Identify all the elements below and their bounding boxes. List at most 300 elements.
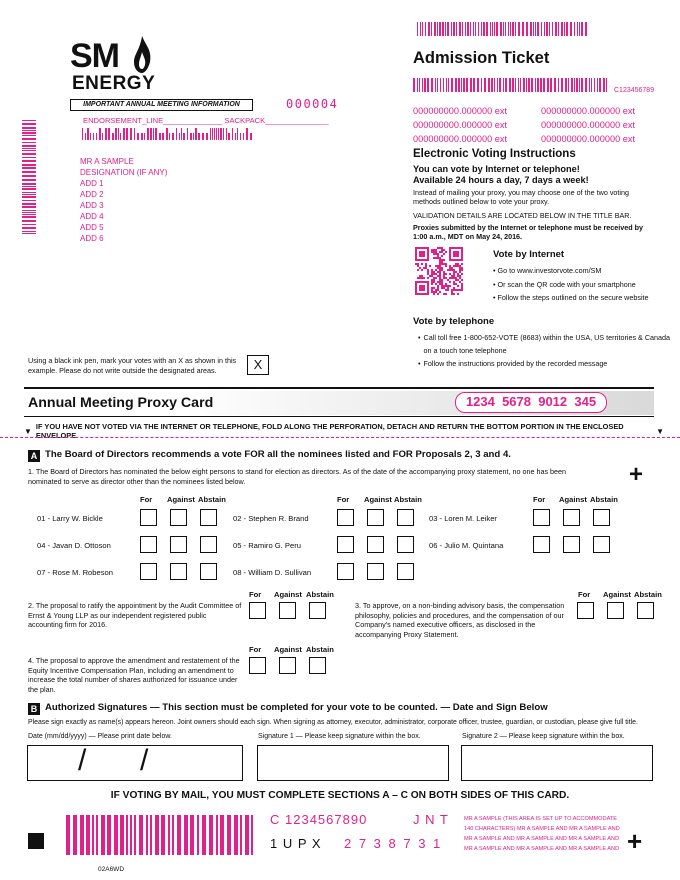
nominee-06-against-checkbox[interactable] (563, 536, 580, 553)
nominee-07-for-checkbox[interactable] (140, 563, 157, 580)
header-for: For (533, 495, 546, 504)
barcode-bar (459, 22, 461, 36)
barcode-bar (537, 22, 539, 36)
bullet-icon: • (493, 266, 496, 275)
barcode-bar (250, 133, 252, 140)
barcode-bar (526, 22, 528, 36)
control-number: 1234 5678 9012 345 (455, 392, 607, 413)
barcode-bar (535, 78, 536, 92)
barcode-bar (155, 128, 157, 140)
header-against: Against (559, 495, 587, 504)
header-against: Against (274, 590, 302, 599)
barcode-bar (497, 78, 498, 92)
barcode-bar (599, 78, 601, 92)
header-against: Against (167, 495, 195, 504)
bullet-icon: • (493, 279, 496, 289)
header-abstain: Abstain (198, 495, 226, 504)
barcode-bar (473, 22, 474, 36)
date-label: Date (mm/dd/yyyy) — Please print date below. (28, 733, 172, 740)
barcode-bar (499, 78, 501, 92)
barcode-bar (530, 22, 532, 36)
barcode-bar (496, 22, 498, 36)
barcode-bar (22, 164, 36, 166)
barcode-bar (428, 22, 430, 36)
header-abstain: Abstain (634, 590, 662, 599)
barcode-bar (112, 133, 114, 140)
barcode-bar (150, 128, 152, 140)
example-text: Using a black ink pen, mark your votes with an X as shown in this example. Please do not write outside the designated areas. (28, 356, 237, 375)
nominee-02-abstain-checkbox[interactable] (397, 509, 414, 526)
ext-line: 000000000.000000 ext (413, 120, 508, 130)
signature-2-box[interactable] (461, 745, 653, 781)
barcode-bar (424, 78, 426, 92)
proposal-4-abstain-checkbox[interactable] (309, 657, 326, 674)
barcode-bar (579, 22, 580, 36)
barcode-bar (197, 815, 199, 855)
barcode-bar (126, 128, 128, 140)
barcode-bar (92, 815, 94, 855)
nominee-05-for-checkbox[interactable] (337, 536, 354, 553)
sample-text-block: MR A SAMPLE (THIS AREA IS SET UP TO ACCOMMODATE 140 CHARACTERS) MR A SAMPLE AND MR A SAMPLE AND MR A SAMPLE AND MR A SAMPLE AND MR A SAMPLE AND MR A SAMPLE AND MR A SAMPLE AND MR A SAMPLE AND (464, 816, 620, 852)
ticket-top-barcode (417, 22, 587, 36)
barcode-bar (96, 815, 98, 855)
barcode-bar (159, 133, 161, 140)
barcode-bar (226, 128, 227, 140)
nominee-07-abstain-checkbox[interactable] (200, 563, 217, 580)
fold-notice-text: IF YOU HAVE NOT VOTED VIA THE INTERNET OR TELEPHONE, FOLD ALONG THE PERFORATION, DETACH AND RETURN THE BOTTOM PORTION IN THE ENCLOSED ENVELOPE. (35, 422, 624, 440)
barcode-bar (446, 78, 447, 92)
bottom-rule (24, 416, 654, 417)
ext-line: 000000000.000000 ext (541, 134, 636, 144)
barcode-bar (22, 167, 36, 169)
barcode-bar (218, 128, 219, 140)
barcode-bar (220, 128, 222, 140)
barcode-bar (522, 22, 524, 36)
section-a-title: The Board of Directors recommends a vote FOR all the nominees listed and FOR Proposals 2, 3 and 4. (45, 449, 511, 460)
barcode-bar (420, 22, 421, 36)
endorsement-line: ENDORSEMENT_LINE______________ SACKPACK_______________ (83, 116, 329, 125)
barcode-bar (462, 22, 463, 36)
sig1-label: Signature 1 — Please keep signature within the box. (258, 733, 421, 740)
barcode-bar (22, 224, 36, 225)
proposal-4-text: 4. The proposal to approve the amendment and restatement of the Equity Incentive Compensation Plan, including an amendment to increase the total number of shares authorized for issuance under the plan. (28, 656, 240, 694)
barcode-bar (181, 128, 182, 140)
barcode-bar (535, 22, 536, 36)
barcode-bar (172, 815, 174, 855)
barcode-bar (466, 78, 468, 92)
barcode-bar (531, 78, 533, 92)
nominee-04-abstain-checkbox[interactable] (200, 536, 217, 553)
sig2-label: Signature 2 — Please keep signature within the box. (462, 733, 625, 740)
nominee-01-abstain-checkbox[interactable] (200, 509, 217, 526)
barcode-bar (22, 220, 36, 222)
barcode-bar (134, 815, 136, 855)
header-abstain: Abstain (306, 590, 334, 599)
header-for: For (140, 495, 153, 504)
barcode-bar (153, 128, 154, 140)
barcode-bar (120, 133, 121, 140)
barcode-bar (108, 128, 110, 140)
header-abstain: Abstain (590, 495, 618, 504)
barcode-bar (66, 815, 70, 855)
barcode-bar (206, 133, 208, 140)
address-line: ADD 5 (80, 223, 104, 232)
date-slash: / (78, 744, 87, 777)
barcode-bar (518, 78, 519, 92)
barcode-bar (512, 78, 514, 92)
nominee-label: 08 - William D. Sullivan (233, 568, 312, 577)
barcode-bar (523, 78, 525, 92)
barcode-bar (223, 128, 224, 140)
barcode-bar (120, 815, 124, 855)
barcode-bar (455, 78, 457, 92)
nominee-label: 01 - Larry W. Bickle (37, 514, 103, 523)
barcode-bar (422, 78, 423, 92)
barcode-bar (486, 22, 488, 36)
barcode-bar (437, 22, 438, 36)
voting-para2: VALIDATION DETAILS ARE LOCATED BELOW IN THE TITLE BAR. (413, 211, 632, 220)
barcode-bar (22, 186, 36, 187)
sequence-number: 000004 (286, 97, 339, 111)
barcode-bar (603, 78, 605, 92)
barcode-bar (227, 815, 231, 855)
nominee-04-against-checkbox[interactable] (170, 536, 187, 553)
barcode-bar (442, 22, 444, 36)
barcode-bar (558, 78, 559, 92)
barcode-bar (172, 133, 174, 140)
barcode-bar (413, 78, 415, 92)
address-line: DESIGNATION (IF ANY) (80, 168, 168, 177)
barcode-bar (478, 22, 479, 36)
barcode-bar (22, 138, 36, 140)
nominee-label: 03 - Loren M. Leiker (429, 514, 497, 523)
nominee-01-for-checkbox[interactable] (140, 509, 157, 526)
barcode-bar (155, 815, 159, 855)
proposal-2-for-checkbox[interactable] (249, 602, 266, 619)
nominee-06-abstain-checkbox[interactable] (593, 536, 610, 553)
barcode-bar (22, 200, 36, 201)
barcode-bar (176, 128, 177, 140)
barcode-bar (22, 120, 36, 121)
barcode-bar (22, 142, 36, 143)
barcode-bar (422, 22, 423, 36)
barcode-bar (22, 210, 36, 211)
barcode-bar (508, 22, 509, 36)
barcode-bar (146, 815, 148, 855)
nominee-03-against-checkbox[interactable] (563, 509, 580, 526)
barcode-bar (440, 78, 441, 92)
barcode-bar (456, 22, 457, 36)
internet-item: Follow the steps outlined on the secure website (497, 293, 649, 302)
nominee-01-against-checkbox[interactable] (170, 509, 187, 526)
address-line: MR A SAMPLE (80, 157, 134, 166)
barcode-bar (240, 133, 241, 140)
barcode-bar (232, 128, 233, 140)
barcode-bar (22, 148, 36, 149)
proposal-2-abstain-checkbox[interactable] (309, 602, 326, 619)
header-against: Against (364, 495, 392, 504)
barcode-bar (597, 78, 598, 92)
nominee-label: 07 - Rose M. Robeson (37, 568, 113, 577)
example-instructions (28, 356, 243, 375)
barcode-bar (500, 22, 502, 36)
barcode-bar (537, 78, 539, 92)
barcode-bar (417, 22, 418, 36)
barcode-bar (93, 133, 94, 140)
section-b-badge: B (28, 703, 40, 715)
barcode-bar (463, 78, 465, 92)
barcode-bar (202, 815, 206, 855)
barcode-bar (187, 128, 188, 140)
barcode-bar (22, 135, 36, 136)
barcode-bar (568, 78, 569, 92)
proposal-2-text: 2. The proposal to ratify the appointment by the Audit Committee of Ernst & Young LLP as our independent registered public accounting firm for 2016. (28, 601, 242, 629)
barcode-bar (589, 78, 590, 92)
nominee-06-for-checkbox[interactable] (533, 536, 550, 553)
barcode-bar (477, 78, 479, 92)
bullet-icon: • (493, 293, 496, 302)
barcode-bar (552, 22, 553, 36)
nominee-03-abstain-checkbox[interactable] (593, 509, 610, 526)
signature-1-box[interactable] (257, 745, 449, 781)
barcode-bar (85, 133, 86, 140)
logo-sm: SM (70, 37, 119, 75)
phone-title: Vote by telephone (413, 316, 495, 327)
barcode-bar (431, 78, 433, 92)
barcode-bar (130, 815, 132, 855)
header-abstain: Abstain (394, 495, 422, 504)
nominee-03-for-checkbox[interactable] (533, 509, 550, 526)
barcode-bar (22, 130, 36, 131)
barcode-bar (22, 212, 36, 213)
barcode-bar (22, 157, 36, 158)
date-slash: / (140, 744, 149, 777)
barcode-bar (467, 22, 469, 36)
barcode-bar (240, 815, 242, 855)
barcode-bar (246, 128, 248, 140)
barcode-bar (190, 133, 192, 140)
ext-line: 000000000.000000 ext (413, 134, 508, 144)
barcode-bar (22, 194, 36, 195)
barcode-bar (22, 160, 36, 162)
barcode-bar (216, 815, 218, 855)
nominee-07-against-checkbox[interactable] (170, 563, 187, 580)
proposal-3-text: 3. To approve, on a non-binding advisory basis, the compensation philosophy, policies and procedures, and the compensation of our Company's named executive officers, as disclosed in the accompanying Proxy Statement. (355, 601, 565, 639)
barcode-bar (490, 22, 491, 36)
sm-energy-logo (70, 38, 160, 98)
barcode-bar (22, 192, 36, 193)
proposal-3-for-checkbox[interactable] (577, 602, 594, 619)
nominee-05-abstain-checkbox[interactable] (397, 536, 414, 553)
nominee-05-against-checkbox[interactable] (367, 536, 384, 553)
barcode-bar (237, 128, 238, 140)
top-rule (24, 387, 654, 389)
barcode-bar (417, 78, 418, 92)
barcode-bar (126, 815, 128, 855)
barcode-bar (168, 815, 170, 855)
barcode-bar (510, 22, 511, 36)
item1-text: 1. The Board of Directors has nominated the below eight persons to stand for election as directors. As of the date of the accompanying proxy statement, no one has been nominated to serve as director other than the nominees listed below. (28, 467, 567, 486)
barcode-bar (22, 179, 36, 181)
barcode-bar (107, 815, 111, 855)
barcode-bar (431, 22, 432, 36)
barcode-bar (22, 206, 36, 208)
address-line: ADD 6 (80, 234, 104, 243)
bullet-icon: • (418, 333, 421, 342)
barcode-bar (533, 22, 534, 36)
barcode-bar (576, 78, 578, 92)
voting-heading: Electronic Voting Instructions (413, 148, 576, 160)
section-b-instructions: Please sign exactly as name(s) appears hereon. Joint owners should each sign. When signing as attorney, executor, administrator, corporate officer, trustee, guardian, or custodian, please give full title. (28, 719, 638, 726)
barcode-bar (177, 815, 181, 855)
barcode-bar (102, 133, 103, 140)
barcode-bar (591, 78, 592, 92)
header-for: For (337, 495, 350, 504)
barcode-bar (481, 22, 482, 36)
barcode-bar (515, 22, 516, 36)
barcode-bar (184, 815, 188, 855)
phone-list (418, 331, 673, 370)
barcode-bar (570, 22, 572, 36)
barcode-bar (461, 78, 462, 92)
barcode-bar (22, 216, 36, 218)
internet-list (493, 264, 649, 305)
internet-title: Vote by Internet (493, 249, 565, 260)
barcode-bar (465, 22, 466, 36)
nominee-label: 05 - Ramiro G. Peru (233, 541, 301, 550)
barcode-bar (195, 128, 197, 140)
proposal-2-against-checkbox[interactable] (279, 602, 296, 619)
barcode-bar (96, 133, 97, 140)
nominee-08-against-checkbox[interactable] (367, 563, 384, 580)
barcode-bar (445, 22, 446, 36)
barcode-bar (166, 128, 168, 140)
barcode-bar (118, 128, 119, 140)
barcode-bar (473, 78, 475, 92)
vertical-barcode (22, 120, 36, 235)
barcode-bar (22, 203, 36, 205)
barcode-bar (435, 78, 436, 92)
barcode-bar (505, 22, 506, 36)
barcode-bar (448, 78, 449, 92)
corner-mark (28, 833, 44, 849)
barcode-bar (577, 22, 578, 36)
admission-ticket-title: Admission Ticket (413, 49, 550, 67)
ext-left-block (413, 104, 507, 146)
barcode-bar (550, 78, 552, 92)
barcode-bar (453, 22, 455, 36)
barcode-bar (579, 78, 580, 92)
barcode-bar (214, 128, 215, 140)
proposal-4-for-checkbox[interactable] (249, 657, 266, 674)
barcode-bar (202, 133, 204, 140)
voting-sub1: You can vote by Internet or telephone! (413, 164, 580, 174)
barcode-bar (564, 22, 565, 36)
barcode-bar (509, 78, 511, 92)
barcode-bar (483, 22, 485, 36)
nominee-label: 04 - Javan D. Ottoson (37, 541, 111, 550)
nominee-02-against-checkbox[interactable] (367, 509, 384, 526)
nominee-04-for-checkbox[interactable] (140, 536, 157, 553)
barcode-bar (475, 22, 476, 36)
barcode-bar (581, 22, 583, 36)
barcode-bar (561, 22, 563, 36)
barcode-bar (491, 78, 493, 92)
barcode-bar (234, 815, 238, 855)
postal-barcode (82, 128, 252, 140)
barcode-bar (130, 128, 132, 140)
barcode-bar (555, 22, 557, 36)
barcode-bar (526, 78, 527, 92)
plus-icon: + (627, 826, 643, 856)
barcode-bar (161, 815, 165, 855)
barcode-bar (22, 127, 36, 129)
barcode-bar (251, 815, 253, 855)
section-a-badge: A (28, 450, 40, 462)
barcode-bar (451, 78, 453, 92)
barcode-bar (574, 22, 575, 36)
barcode-bar (22, 233, 36, 234)
header-against: Against (274, 645, 302, 654)
barcode-bar (22, 123, 36, 125)
voting-para1: Instead of mailing your proxy, you may choose one of the two voting methods outlined below to vote your proxy. (413, 188, 630, 206)
barcode-bar (419, 78, 420, 92)
barcode-bar (594, 78, 595, 92)
barcode-bar (105, 128, 107, 140)
barcode-bar (451, 22, 452, 36)
proposal-4-against-checkbox[interactable] (279, 657, 296, 674)
nominee-02-for-checkbox[interactable] (337, 509, 354, 526)
nominee-08-for-checkbox[interactable] (337, 563, 354, 580)
barcode-bar (22, 175, 36, 177)
barcode-bar (183, 133, 185, 140)
barcode-bar (574, 78, 575, 92)
barcode-bar (434, 22, 436, 36)
header-for: For (578, 590, 591, 599)
barcode-bar (484, 78, 486, 92)
barcode-bar (547, 78, 549, 92)
barcode-bar (437, 78, 438, 92)
barcode-bar (86, 815, 90, 855)
ticket-barcode (413, 78, 608, 92)
barcode-bar (22, 153, 36, 155)
barcode-bar (505, 78, 507, 92)
form-id: 02A6WD (98, 866, 125, 873)
barcode-bar (439, 22, 441, 36)
barcode-bar (561, 78, 563, 92)
date-input-box[interactable] (27, 745, 243, 781)
barcode-bar (210, 128, 211, 140)
internet-item: Or scan the QR code with your smartphone (497, 279, 636, 289)
ticket-code: C123456789 (614, 87, 655, 94)
barcode-bar (585, 78, 587, 92)
header-against: Against (603, 590, 631, 599)
barcode-bar (470, 22, 471, 36)
barcode-bar (515, 78, 516, 92)
nominee-08-abstain-checkbox[interactable] (397, 563, 414, 580)
barcode-bar (518, 22, 520, 36)
barcode-bar (546, 22, 548, 36)
proposal-3-against-checkbox[interactable] (607, 602, 624, 619)
barcode-bar (549, 22, 550, 36)
barcode-bar (220, 815, 224, 855)
plus-icon: + (629, 461, 644, 488)
footer-barcode (66, 815, 256, 855)
proposal-3-abstain-checkbox[interactable] (637, 602, 654, 619)
barcode-bar (190, 815, 194, 855)
barcode-bar (425, 22, 426, 36)
nominee-label: 02 - Stephen R. Brand (233, 514, 309, 523)
